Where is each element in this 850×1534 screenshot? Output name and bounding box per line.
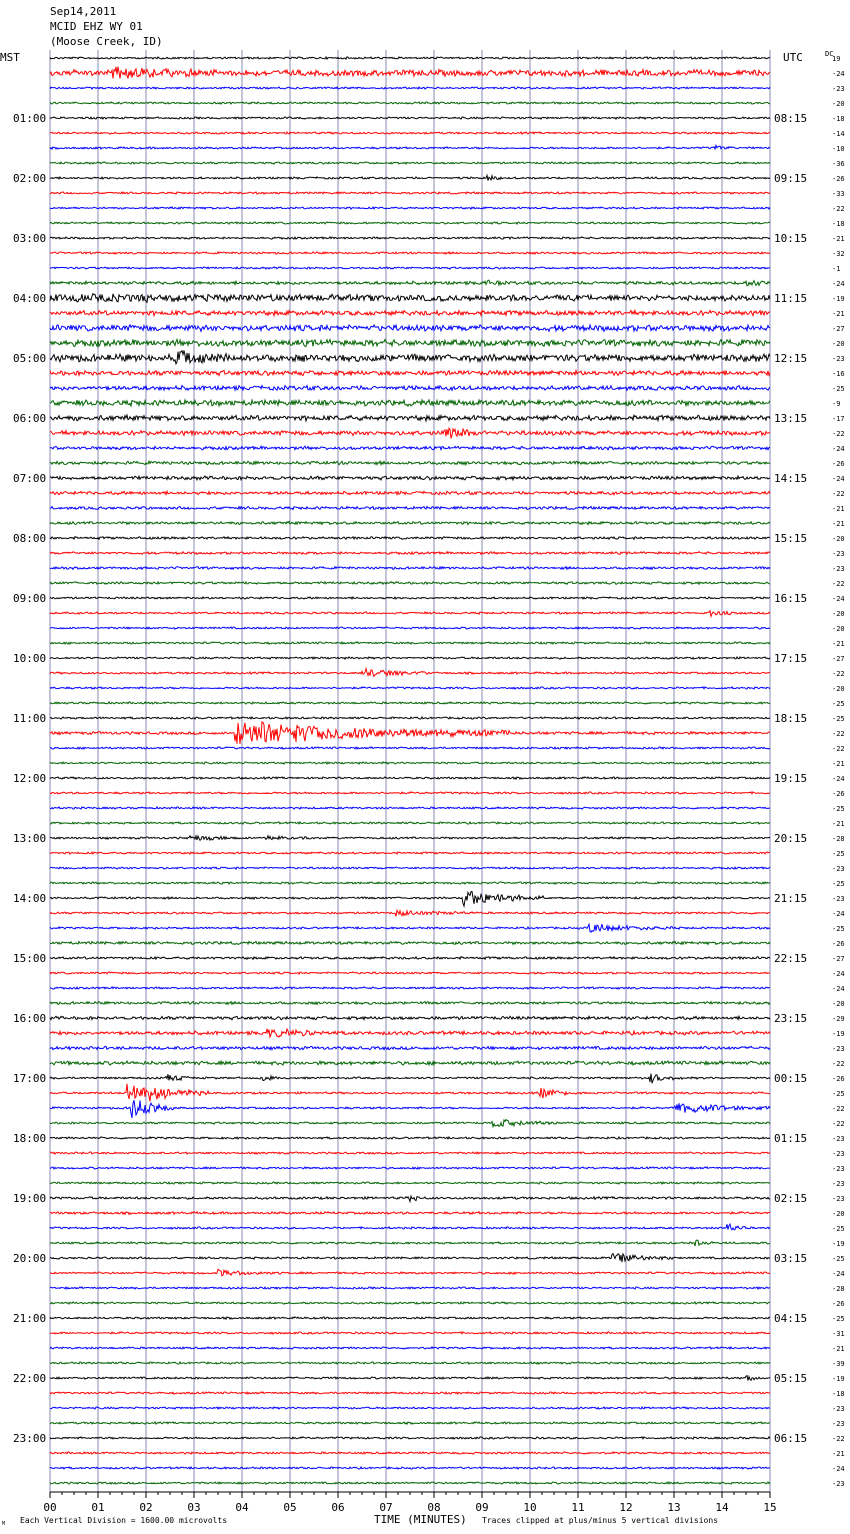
right-hour-label: 11:15: [774, 292, 808, 305]
right-hour-label: 22:15: [774, 952, 808, 965]
dc-offset-value: -24: [832, 985, 845, 993]
dc-offset-value: -21: [832, 820, 845, 828]
seismic-trace: [50, 175, 770, 180]
dc-offset-value: -22: [832, 430, 845, 438]
seismic-trace: [50, 521, 770, 524]
x-tick-label: 00: [43, 1501, 57, 1514]
dc-offset-value: -18: [832, 1390, 845, 1398]
dc-offset-value: -27: [832, 955, 845, 963]
dc-offset-value: -23: [832, 895, 845, 903]
seismic-trace: [50, 1376, 770, 1381]
right-hour-label: 03:15: [774, 1252, 808, 1265]
right-hour-label: 15:15: [774, 532, 808, 545]
seismic-trace: [50, 1254, 770, 1263]
dc-offset-value: -31: [832, 1330, 845, 1338]
dc-offset-value: -20: [832, 610, 845, 618]
left-hour-label: 01:00: [13, 112, 47, 125]
dc-offset-value: -24: [832, 1465, 845, 1473]
seismic-trace: [50, 892, 770, 907]
left-timezone-label: MST: [0, 51, 20, 64]
left-hour-label: 23:00: [13, 1432, 47, 1445]
left-hour-label: 11:00: [13, 712, 47, 725]
dc-offset-value: -25: [832, 880, 845, 888]
dc-offset-value: -28: [832, 1285, 845, 1293]
seismic-trace: [50, 597, 770, 599]
dc-offset-value: -25: [832, 1090, 845, 1098]
seismic-trace: [50, 1302, 770, 1304]
dc-offset-value: -22: [832, 490, 845, 498]
seismic-trace: [50, 237, 770, 239]
dc-offset-value: -24: [832, 475, 845, 483]
right-hour-label: 06:15: [774, 1432, 808, 1445]
seismic-trace: [50, 582, 770, 585]
dc-offset-value: -21: [832, 760, 845, 768]
dc-offset-value: -22: [832, 670, 845, 678]
seismic-trace: [50, 370, 770, 375]
left-hour-label: 19:00: [13, 1192, 47, 1205]
dc-offset-value: -33: [832, 190, 845, 198]
dc-offset-value: -20: [832, 625, 845, 633]
dc-offset-value: -25: [832, 1315, 845, 1323]
dc-offset-value: -25: [832, 1225, 845, 1233]
x-tick-label: 04: [235, 1501, 249, 1514]
seismic-trace: [50, 428, 770, 438]
dc-offset-value: -25: [832, 1255, 845, 1263]
seismic-trace: [50, 910, 770, 916]
dc-offset-value: -24: [832, 445, 845, 453]
seismic-trace: [50, 567, 770, 570]
x-tick-label: 08: [427, 1501, 441, 1514]
seismic-trace: [50, 491, 770, 495]
left-hour-label: 12:00: [13, 772, 47, 785]
left-hour-label: 22:00: [13, 1372, 47, 1385]
dc-offset-value: -22: [832, 1120, 845, 1128]
dc-offset-value: -23: [832, 1045, 845, 1053]
left-hour-label: 18:00: [13, 1132, 47, 1145]
dc-offset-value: -24: [832, 970, 845, 978]
left-hour-label: 21:00: [13, 1312, 47, 1325]
x-tick-label: 02: [139, 1501, 153, 1514]
seismic-trace: [50, 1437, 770, 1439]
dc-offset-value: -19: [832, 1030, 845, 1038]
seismic-trace: [50, 1269, 770, 1276]
dc-offset-value: -20: [832, 685, 845, 693]
dc-offset-value: -23: [832, 550, 845, 558]
dc-offset-value: -26: [832, 1300, 845, 1308]
seismic-trace: [50, 611, 770, 617]
seismic-trace: [50, 987, 770, 989]
seismic-trace: [50, 1196, 770, 1201]
dc-offset-value: -25: [832, 715, 845, 723]
right-hour-label: 08:15: [774, 112, 808, 125]
seismic-trace: [50, 972, 770, 974]
dc-offset-value: -25: [832, 805, 845, 813]
seismic-trace: [50, 1046, 770, 1049]
x-tick-label: 11: [571, 1501, 585, 1514]
left-hour-label: 08:00: [13, 532, 47, 545]
seismic-trace: [50, 792, 770, 794]
seismic-trace: [50, 552, 770, 555]
seismic-trace: [50, 1407, 770, 1409]
dc-offset-value: -25: [832, 385, 845, 393]
seismic-trace: [50, 1152, 770, 1154]
right-hour-label: 00:15: [774, 1072, 808, 1085]
dc-offset-value: -19: [832, 1375, 845, 1383]
seismic-trace: [50, 762, 770, 764]
seismic-trace: [50, 1016, 770, 1019]
seismic-trace: [50, 446, 770, 450]
dc-offset-value: -22: [832, 580, 845, 588]
right-hour-label: 18:15: [774, 712, 808, 725]
seismic-trace: [50, 867, 770, 869]
dc-offset-value: -26: [832, 1075, 845, 1083]
dc-offset-value: -18: [832, 220, 845, 228]
seismic-trace: [50, 852, 770, 854]
scale-note: Each Vertical Division = 1600.00 microvolts: [20, 1516, 228, 1525]
right-hour-label: 02:15: [774, 1192, 808, 1205]
dc-offset-value: -20: [832, 340, 845, 348]
dc-offset-value: -23: [832, 1195, 845, 1203]
right-hour-label: 09:15: [774, 172, 808, 185]
dc-offset-value: -21: [832, 1450, 845, 1458]
dc-offset-value: -9: [832, 400, 841, 408]
dc-offset-value: -22: [832, 1060, 845, 1068]
header-location: (Moose Creek, ID): [50, 35, 163, 48]
dc-offset-value: 19: [832, 55, 841, 63]
dc-offset-value: -21: [832, 520, 845, 528]
seismic-trace: [50, 1029, 770, 1037]
seismic-trace: [50, 1452, 770, 1454]
dc-offset-value: -24: [832, 775, 845, 783]
left-hour-label: 02:00: [13, 172, 47, 185]
dc-offset-value: -23: [832, 85, 845, 93]
dc-offset-value: -26: [832, 175, 845, 183]
seismic-trace: [50, 192, 770, 194]
dc-offset-value: -25: [832, 850, 845, 858]
seismic-trace: [50, 1482, 770, 1484]
seismic-trace: [50, 386, 770, 391]
left-hour-label: 10:00: [13, 652, 47, 665]
right-hour-label: 23:15: [774, 1012, 808, 1025]
seismic-trace: [50, 222, 770, 224]
left-hour-label: 06:00: [13, 412, 47, 425]
seismic-trace: [50, 702, 770, 704]
seismic-trace: [50, 415, 770, 421]
left-hour-label: 07:00: [13, 472, 47, 485]
dc-offset-value: -39: [832, 1360, 845, 1368]
dc-offset-value: -22: [832, 1105, 845, 1113]
seismic-trace: [50, 1240, 770, 1246]
right-hour-label: 05:15: [774, 1372, 808, 1385]
dc-offset-value: -21: [832, 310, 845, 318]
dc-offset-value: -10: [832, 145, 845, 153]
right-hour-label: 13:15: [774, 412, 808, 425]
left-hour-label: 15:00: [13, 952, 47, 965]
dc-offset-value: -1: [832, 265, 841, 273]
dc-offset-value: -14: [832, 130, 845, 138]
dc-offset-value: -23: [832, 1180, 845, 1188]
dc-offset-value: -22: [832, 205, 845, 213]
seismic-trace: [50, 280, 770, 286]
dc-offset-value: -26: [832, 940, 845, 948]
seismic-trace: [50, 1182, 770, 1184]
seismic-trace: [50, 1422, 770, 1424]
header-station: MCID EHZ WY 01: [50, 20, 143, 33]
seismic-trace: [50, 882, 770, 884]
seismic-trace: [50, 400, 770, 406]
seismic-trace: [50, 924, 770, 932]
left-hour-label: 03:00: [13, 232, 47, 245]
seismic-trace: [50, 1224, 770, 1230]
dc-offset-value: -22: [832, 730, 845, 738]
dc-offset-value: -23: [832, 1150, 845, 1158]
seismic-trace: [50, 267, 770, 269]
x-axis-title: TIME (MINUTES): [374, 1513, 467, 1526]
seismic-trace: [50, 57, 770, 59]
seismic-trace: [50, 657, 770, 659]
seismic-trace: [50, 325, 770, 332]
dc-offset-value: -21: [832, 640, 845, 648]
dc-offset-value: -19: [832, 1240, 845, 1248]
right-hour-label: 12:15: [774, 352, 808, 365]
left-hour-label: 04:00: [13, 292, 47, 305]
dc-offset-value: -23: [832, 1165, 845, 1173]
seismic-trace: [50, 722, 770, 744]
clip-note: Traces clipped at plus/minus 5 vertical divisions: [482, 1516, 719, 1525]
dc-offset-value: -27: [832, 655, 845, 663]
dc-offset-value: -27: [832, 325, 845, 333]
right-hour-label: 19:15: [774, 772, 808, 785]
seismic-trace: [50, 717, 770, 719]
left-hour-label: 05:00: [13, 352, 47, 365]
seismic-trace: [50, 957, 770, 960]
dc-offset-value: -23: [832, 1405, 845, 1413]
seismic-trace: [50, 1167, 770, 1169]
seismic-trace: [50, 1467, 770, 1469]
dc-offset-value: -17: [832, 415, 845, 423]
dc-offset-value: -23: [832, 1420, 845, 1428]
seismic-trace: [50, 294, 770, 303]
dc-offset-value: -24: [832, 70, 845, 78]
x-tick-label: 15: [763, 1501, 777, 1514]
seismic-trace: [50, 1100, 770, 1118]
seismic-trace: [50, 627, 770, 629]
seismic-trace: [50, 1002, 770, 1005]
seismic-trace: [50, 807, 770, 809]
left-hour-label: 13:00: [13, 832, 47, 845]
seismic-trace: [50, 1120, 770, 1127]
right-hour-label: 17:15: [774, 652, 808, 665]
seismic-trace: [50, 310, 770, 315]
seismic-trace: [50, 339, 770, 346]
seismic-trace: [50, 507, 770, 510]
seismic-trace: [50, 836, 770, 841]
corner-mark: M: [2, 1521, 6, 1527]
seismic-trace: [50, 822, 770, 824]
x-tick-label: 12: [619, 1501, 633, 1514]
seismic-trace: [50, 87, 770, 89]
dc-offset-value: -23: [832, 565, 845, 573]
seismic-trace: [50, 1332, 770, 1334]
right-hour-label: 14:15: [774, 472, 808, 485]
dc-offset-value: -20: [832, 1210, 845, 1218]
dc-offset-value: -20: [832, 100, 845, 108]
dc-offset-value: -26: [832, 460, 845, 468]
x-tick-label: 07: [379, 1501, 393, 1514]
right-hour-label: 16:15: [774, 592, 808, 605]
right-hour-label: 21:15: [774, 892, 808, 905]
dc-offset-value: -20: [832, 1000, 845, 1008]
seismic-trace: [50, 476, 770, 480]
x-tick-label: 06: [331, 1501, 345, 1514]
dc-offset-value: -25: [832, 700, 845, 708]
x-tick-label: 03: [187, 1501, 201, 1514]
dc-offset-value: -24: [832, 595, 845, 603]
dc-offset-value: -22: [832, 745, 845, 753]
right-timezone-label: UTC: [783, 51, 803, 64]
seismic-trace: [50, 1074, 770, 1084]
dc-offset-value: -22: [832, 1435, 845, 1443]
seismic-trace: [50, 117, 770, 119]
seismic-trace: [50, 941, 770, 944]
dc-offset-value: -23: [832, 865, 845, 873]
left-hour-label: 16:00: [13, 1012, 47, 1025]
seismic-trace: [50, 207, 770, 209]
seismic-trace: [50, 1137, 770, 1139]
dc-offset-value: -20: [832, 535, 845, 543]
seismic-trace: [50, 1362, 770, 1364]
dc-offset-value: -24: [832, 910, 845, 918]
seismic-trace: [50, 1347, 770, 1349]
dc-offset-value: -25: [832, 925, 845, 933]
seismic-trace: [50, 67, 770, 79]
seismic-trace: [50, 102, 770, 104]
dc-offset-value: -19: [832, 295, 845, 303]
seismic-trace: [50, 1287, 770, 1289]
dc-offset-value: -16: [832, 370, 845, 378]
dc-offset-value: -23: [832, 1135, 845, 1143]
seismic-trace: [50, 687, 770, 689]
dc-label: DC: [825, 50, 834, 58]
seismic-trace: [50, 162, 770, 164]
seismic-trace: [50, 1317, 770, 1319]
dc-offset-value: -24: [832, 1270, 845, 1278]
left-hour-label: 14:00: [13, 892, 47, 905]
seismic-trace: [50, 537, 770, 540]
x-tick-label: 05: [283, 1501, 297, 1514]
left-hour-label: 20:00: [13, 1252, 47, 1265]
dc-offset-value: -21: [832, 235, 845, 243]
right-hour-label: 20:15: [774, 832, 808, 845]
seismic-trace: [50, 747, 770, 749]
left-hour-label: 09:00: [13, 592, 47, 605]
right-hour-label: 10:15: [774, 232, 808, 245]
dc-offset-value: -26: [832, 790, 845, 798]
dc-offset-value: -24: [832, 280, 845, 288]
dc-offset-value: -23: [832, 355, 845, 363]
seismic-trace: [50, 351, 770, 364]
x-tick-label: 01: [91, 1501, 105, 1514]
header-date: Sep14,2011: [50, 5, 117, 18]
right-hour-label: 01:15: [774, 1132, 808, 1145]
dc-offset-value: -29: [832, 1015, 845, 1023]
dc-offset-value: -32: [832, 250, 845, 258]
dc-offset-value: -21: [832, 505, 845, 513]
dc-offset-value: -36: [832, 160, 845, 168]
dc-offset-value: -18: [832, 115, 845, 123]
seismic-trace: [50, 252, 770, 254]
dc-offset-value: -28: [832, 835, 845, 843]
seismic-trace: [50, 1061, 770, 1065]
x-tick-label: 09: [475, 1501, 489, 1514]
right-hour-label: 04:15: [774, 1312, 808, 1325]
x-tick-label: 14: [715, 1501, 729, 1514]
x-tick-label: 13: [667, 1501, 681, 1514]
x-tick-label: 10: [523, 1501, 537, 1514]
seismic-trace: [50, 1392, 770, 1394]
left-hour-label: 17:00: [13, 1072, 47, 1085]
seismic-trace: [50, 642, 770, 644]
seismic-trace: [50, 132, 770, 134]
seismic-trace: [50, 777, 770, 779]
seismic-trace: [50, 145, 770, 149]
seismic-trace: [50, 669, 770, 677]
seismic-trace: [50, 461, 770, 465]
dc-offset-value: -23: [832, 1480, 845, 1488]
dc-offset-value: -21: [832, 1345, 845, 1353]
seismic-trace: [50, 1212, 770, 1215]
seismic-trace: [50, 1084, 770, 1102]
